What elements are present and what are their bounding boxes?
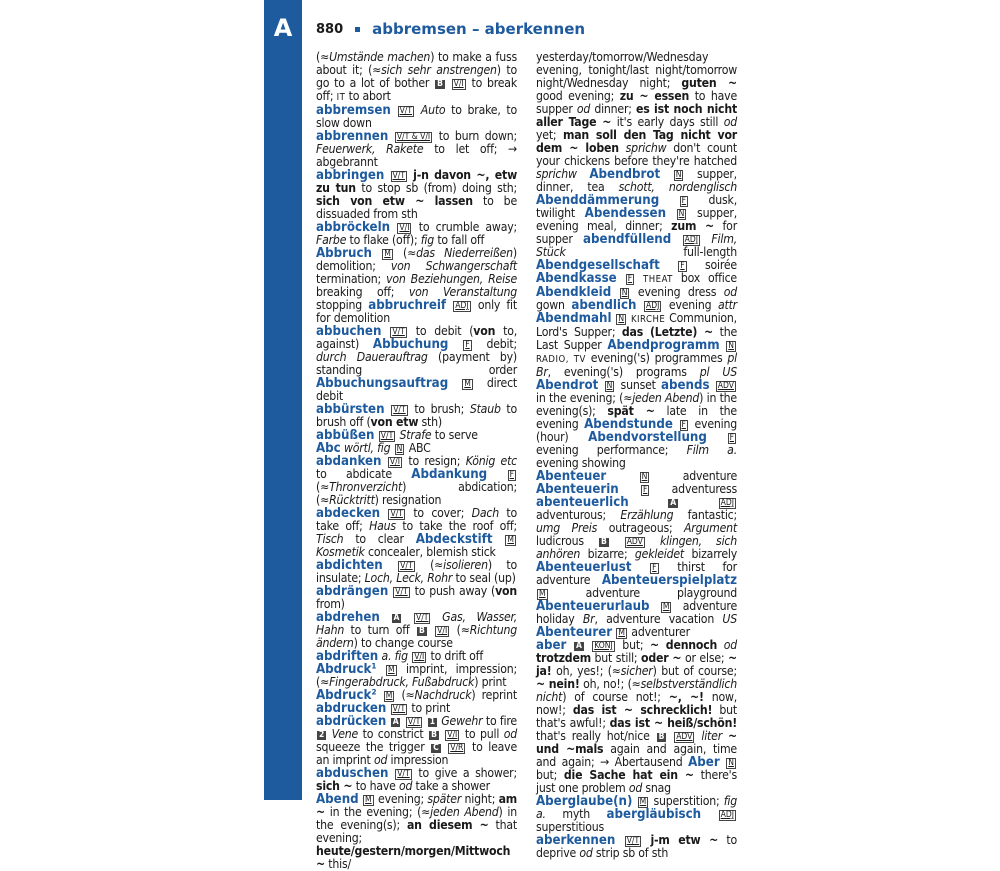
dictionary-entry: Abend M evening; später night; am ~ in the evening; (≈jeden Abend) in the evening(s); an diesem ~ that evening; heute/gestern/morgen/Mittwoch ~ this/ — [316, 792, 517, 871]
dictionary-entry: abdrücken A V/T 1 Gewehr to fire 2 Vene to constrict B V/I to pull od squeeze the trigger C V/R to leave an imprint od impression — [316, 714, 517, 767]
dictionary-entry: aberkennen V/T j-m etw ~ to deprive od strip sb of sth — [536, 833, 737, 860]
dictionary-entry: abdrehen A V/T Gas, Wasser, Hahn to turn off B V/I (≈Richtung ändern) to change course — [316, 610, 517, 650]
dictionary-entry: abbuchen V/T to debit (von to, against) Abbuchung F debit; durch Dauerauftrag (payment by) standing order Abbuchungsauftrag M direct debit — [316, 324, 518, 403]
header-range: abbremsen – aberkennen — [372, 20, 586, 38]
dictionary-entry: abdecken V/T to cover; Dach to take off; Haus to take the roof off; Tisch to clear Abdeckstift M Kosmetik concealer, blemish stick — [316, 506, 517, 559]
dictionary-entry: Abdruck¹ M imprint, impression; (≈Fingerabdruck, Fußabdruck) print — [316, 662, 517, 689]
section-letter: A — [273, 14, 293, 42]
dictionary-entry: abduschen V/T to give a shower; sich ~ to have od take a shower — [316, 766, 517, 793]
header-square-icon — [355, 27, 360, 32]
dictionary-entry: abbröckeln V/I to crumble away; Farbe to flake (off); fig to fall off — [316, 220, 517, 247]
section-tab — [264, 0, 302, 800]
dictionary-column-1 — [316, 51, 517, 871]
dictionary-entry: abbrennen V/T & V/I to burn down; Feuerwerk, Rakete to let off; → abgebrannt — [316, 129, 518, 169]
dictionary-column-2 — [536, 51, 737, 860]
page-number: 880 — [316, 21, 344, 37]
dictionary-entry: Abbruch M (≈das Niederreißen) demolition; von Schwangerschaft termination; von Beziehungen, Reise breaking off; von Veranstaltung stopping abbruchreif ADJ only fit for demolition — [316, 246, 517, 325]
dictionary-entry: abbüßen V/T Strafe to serve — [316, 428, 478, 443]
dictionary-entry: Abdruck² M (≈Nachdruck) reprint abdrucken V/T to print — [316, 688, 517, 716]
dictionary-entry: abbremsen V/T Auto to brake, to slow down — [316, 103, 517, 130]
page-header — [316, 18, 585, 40]
dictionary-entry: Abenteuer N adventure Abenteuerin F adventuress abenteuerlich A ADJ adventurous; Erzählung fantastic; umg Preis outrageous; Argument ludicrous B ADV klingen, sich anhören bizarre; gekleidet bizarrely Abenteuerlust F thirst for adventure Abenteuerspielplatz M adventure playground Abenteuerurlaub M adventure holiday Br, adventure vacation US Abenteurer M adventurer — [536, 469, 737, 640]
dictionary-entry: abbürsten V/T to brush; Staub to brush off (von etw sth) — [316, 402, 517, 429]
dictionary-entry: Abc wörtl, fig N ABC — [316, 441, 431, 456]
dictionary-entry: abdriften a. fig V/I to drift off — [316, 649, 483, 664]
dictionary-entry: yesterday/tomorrow/Wednesday evening, tonight/last night/tomorrow night/Wednesday night; guten ~ good evening; zu ~ essen to have supper od dinner; es ist noch nicht aller Tage ~ it's early days still od yet; man soll den Tag nicht vor dem ~ loben sprichw don't count your chickens before they're hatched sprichw Abendbrot N supper, dinner, tea schott, nordenglisch Abenddämmerung F dusk, twilight Abendessen N supper, evening meal, dinner; zum ~ for supper abendfüllend ADJ Film, Stück full-length Abendgesellschaft F soirée Abendkasse F THEAT box office Abendkleid N evening dress od gown abendlich ADJ evening attr Abendmahl N KIRCHE Communion, Lord's Supper; das (Letzte) ~ the Last Supper Abendprogramm N RADIO, TV evening('s) programmes pl Br, evening('s) programs pl US Abendrot N sunset abends ADV in the evening; (≈jeden Abend) in the evening(s); spät ~ late in the evening Abendstunde F evening (hour) Abendvorstellung F evening performance; Film a. evening showing — [536, 50, 737, 470]
dictionary-entry: abdrängen V/T to push away (von from) — [316, 584, 517, 611]
dictionary-entry: abdanken V/I to resign; König etc to abdicate Abdankung F (≈Thronverzicht) abdication; (≈Rücktritt) resignation — [316, 454, 517, 507]
dictionary-entry: abdichten V/T (≈isolieren) to insulate; Loch, Leck, Rohr to seal (up) — [316, 558, 517, 585]
dictionary-entry: abbringen V/T j-n davon ~, etw zu tun to stop sb (from) doing sth; sich von etw ~ lassen to be dissuaded from sth — [316, 168, 517, 221]
dictionary-entry: (≈Umstände machen) to make a fuss about it; (≈sich sehr anstrengen) to go to a lot of bother B V/I to break off; IT to abort — [316, 50, 517, 103]
dictionary-entry: aber A KONJ but; ~ dennoch od trotzdem but still; oder ~ or else; ~ ja! oh, yes!; (≈sicher) but of course; ~ nein! oh, no!; (≈selbstverständlich nicht) of course not!; ~, ~! now, now!; das ist ~ schrecklich! but that's awful!; das ist ~ heiß/schön! that's really hot/nice B ADV liter ~ und ~mals again and again, time and again; → Abertausend Aber N but; die Sache hat ein ~ there's just one problem od snag — [536, 638, 738, 795]
dictionary-entry: Aberglaube(n) M superstition; fig a. myth abergläubisch ADJ superstitious — [536, 794, 737, 834]
